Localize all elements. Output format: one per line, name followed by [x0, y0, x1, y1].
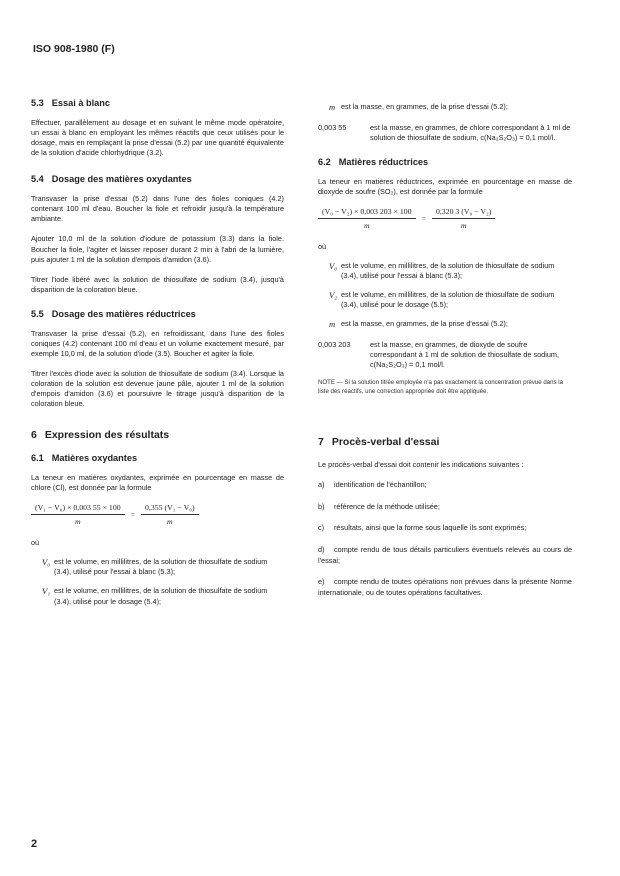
section-heading-7: 7 Procès-verbal d'essai	[318, 436, 440, 449]
formula-fraction: $\frac{\text{(V₀ − V₂) × 0,003 203 × 100}}{m}$	[318, 207, 416, 230]
list-item: b) référence de la méthode utilisée;	[318, 501, 440, 511]
paragraph: Titrer l'iode libéré avec la solution de thiosulfate de sodium (3.4), jusqu'à disparition de la coloration bleue.	[31, 274, 284, 294]
list-item: d) compte rendu de tous détails particuliers éventuels relevés au cours de l'essai;	[318, 544, 572, 565]
paragraph: La teneur en matières réductrices, exprimée en pourcentage en masse de dioxyde de soufre (SO₂), est donnée par la formule	[318, 176, 572, 196]
paragraph: La teneur en matières oxydantes, exprimée en pourcentage en masse de chlore (Cl), est donnée par la formule	[31, 473, 284, 493]
formula-oxidizing: $\frac{\text{(V₁ − V₀) × 0,003 55 × 100}}{m}$ = $\frac{\text{0,355 (V₁ − V₀)}}{m}$	[31, 503, 284, 526]
paragraph: Ajouter 10,0 ml de la solution d'iodure de potassium (3.3) dans la fiole. Boucher la fiole, l'agiter et laisser reposer durant 2 min à l'abri de la lumière, puis ajouter 1 ml de la solution d'empois d'amidon (3.6).	[31, 234, 284, 264]
formula-fraction: $\frac{\text{0,320 3 (V₀ − V₂)}}{m}$	[432, 207, 495, 230]
section-heading-5-4: 5.4 Dosage des matières oxydantes	[31, 174, 192, 185]
formula-fraction: $\frac{\text{(V₁ − V₀) × 0,003 55 × 100}}{m}$	[31, 503, 125, 526]
paragraph: Transvaser la prise d'essai (5.2) dans l'une des fioles coniques (4.2) contenant 100 ml d'eau. Boucher la fiole et refroidir jusqu'à la température ambiante.	[31, 194, 284, 224]
variable-definition: m est la masse, en grammes, de la prise d'essai (5.2);	[329, 319, 508, 330]
section-heading-6-2: 6.2 Matières réductrices	[318, 156, 429, 167]
variable-definition: V₀ est le volume, en millilitres, de la solution de thiosulfate de sodium (3.4), utilisé pour l'essai à blanc (5.3);	[42, 557, 268, 577]
variable-definition: V₁ est le volume, en millilitres, de la solution de thiosulfate de sodium (3.4), utilisé pour le dosage (5.4);	[42, 586, 268, 606]
left-column	[31, 98, 284, 616]
variable-definition: 0,003 55 est la masse, en grammes, de chlore correspondant à 1 ml de solution de thiosulfate de sodium, c(Na₂S₂O₃) = 0,1 mol/l.	[318, 122, 571, 142]
section-heading-6: 6 Expression des résultats	[31, 429, 170, 442]
paragraph: Le procès-verbal d'essai doit contenir les indications suivantes :	[318, 460, 524, 470]
list-item: c) résultats, ainsi que la forme sous laquelle ils sont exprimés;	[318, 523, 527, 533]
variable-definition: m est la masse, en grammes, de la prise d'essai (5.2);	[329, 102, 508, 112]
list-item: a) identification de l'échantillon;	[318, 480, 427, 490]
variable-definition: 0,003 203 est la masse, en grammes, de dioxyde de soufre correspondant à 1 ml de solution de thiosulfate de sodium, c(Na₂S₂O₃) = 0,1 mol/l.	[318, 339, 560, 370]
paragraph: Titrer l'excès d'iode avec la solution de thiosulfate de sodium (3.4). Lorsque la coloration de la solution est devenue jaune pâle, ajouter 1 ml de la solution d'empois d'amidon (3.6) et poursuivre le titrage jusqu'à disparition de la coloration bleue.	[31, 368, 284, 409]
variable-definition: V₂ est le volume, en millilitres, de la solution de thiosulfate de sodium (3.4), utilisé pour le dosage (5.5);	[329, 290, 555, 310]
paragraph: Transvaser la prise d'essai (5.2), en refroidissant, dans l'une des fioles coniques (4.2) contenant 100 ml d'eau et un volume exactement mesuré, par exemple 10,0 ml, de la solution d'iode (3.5). Boucher et agiter la fiole.	[31, 328, 284, 358]
formula-fraction: $\frac{\text{0,355 (V₁ − V₀)}}{m}$	[141, 503, 199, 526]
page-number: 2	[31, 838, 38, 850]
section-heading-5-5: 5.5 Dosage des matières réductrices	[31, 308, 196, 319]
where-label: où	[318, 241, 327, 251]
list-item: e) compte rendu de toutes opérations non prévues dans la présente Norme internationale, ou de toutes opérations facultatives.	[318, 577, 572, 597]
variable-definition: V₀ est le volume, en millilitres, de la solution de thiosulfate de sodium (3.4), utilisé pour l'essai à blanc (5.3);	[329, 260, 555, 281]
note: NOTE — Si la solution titrée employée n'a pas exactement la concentration prévue dans la liste des réactifs, une correction appropriée doit être appliquée.	[318, 379, 564, 395]
formula-reducing: $\frac{\text{(V₀ − V₂) × 0,003 203 × 100}}{m}$ = $\frac{\text{0,320 3 (V₀ − V₂)}}{m}$	[318, 207, 572, 230]
where-label: où	[31, 538, 40, 548]
document-header: ISO 908-1980 (F)	[33, 43, 115, 55]
right-column	[318, 102, 572, 609]
section-heading-5-3: 5.3 Essai à blanc	[31, 98, 111, 108]
section-heading-6-1: 6.1 Matières oxydantes	[31, 453, 138, 464]
paragraph: Effectuer, parallèlement au dosage et en suivant le même mode opératoire, un essai à blanc en employant les mêmes réactifs que ceux utilisés pour le dosage, mais en remplaçant la prise d'essai (5.2) par une quantité équivalente de la solution d'acide chlorhydrique (3.2).	[31, 118, 284, 158]
